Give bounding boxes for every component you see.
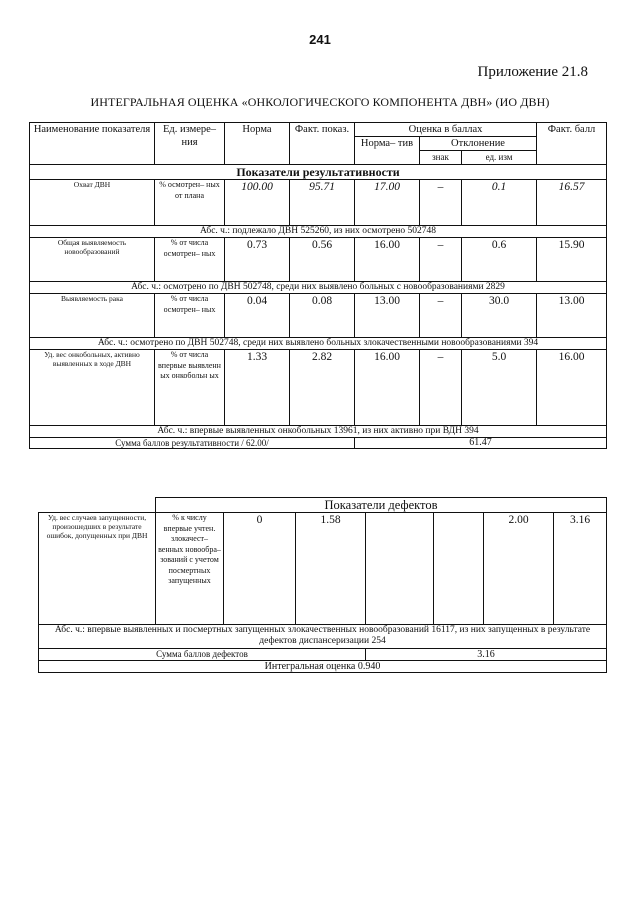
row-abs-note: Абс. ч.: осмотрено по ДВН 502748, среди них выявлено больных с новообразованиями 2829 <box>30 282 607 294</box>
defect-fact: 1.58 <box>296 513 366 625</box>
defect-score <box>366 513 434 625</box>
sum-defects-value: 3.16 <box>366 649 607 661</box>
row-ball: 13.00 <box>537 294 607 338</box>
defect-sign <box>434 513 484 625</box>
row-norm: 0.04 <box>225 294 290 338</box>
row-deviation: 0.6 <box>462 238 537 282</box>
row-sign: – <box>420 294 462 338</box>
defect-norm: 0 <box>224 513 296 625</box>
row-sign: – <box>420 238 462 282</box>
defect-name: Уд. вес случаев запущенности, произошедших в результате ошибок, допущенных при ДВН <box>39 513 156 625</box>
row-score: 17.00 <box>355 180 420 226</box>
table-row <box>30 180 607 226</box>
row-unit: % от числа впервые выявленн ых онкобольн ых <box>155 350 225 426</box>
table-row <box>30 294 607 338</box>
row-name: Выявляемость рака <box>30 294 155 338</box>
header-score-norm: Норма– тив <box>355 137 420 165</box>
header-deviation: Отклонение <box>420 137 537 151</box>
row-fact: 2.82 <box>290 350 355 426</box>
row-score: 16.00 <box>355 238 420 282</box>
section-defects-title: Показатели дефектов <box>156 498 607 513</box>
row-deviation: 30.0 <box>462 294 537 338</box>
row-score: 16.00 <box>355 350 420 426</box>
row-fact: 0.08 <box>290 294 355 338</box>
document-title: ИНТЕГРАЛЬНАЯ ОЦЕНКА «ОНКОЛОГИЧЕСКОГО КОМПОНЕНТА ДВН» (ИО ДВН) <box>90 95 550 109</box>
header-sign: знак <box>420 151 462 165</box>
appendix-label: Приложение 21.8 <box>477 64 588 80</box>
row-abs-note: Абс. ч.: осмотрено по ДВН 502748, среди них выявлено больных злокачественными новообразованиями 394 <box>30 338 607 350</box>
row-sign: – <box>420 180 462 226</box>
row-abs-note: Абс. ч.: впервые выявленных онкобольных 13961, из них активно при ВДН 394 <box>30 426 607 438</box>
row-deviation: 5.0 <box>462 350 537 426</box>
row-abs-note: Абс. ч.: подлежало ДВН 525260, из них осмотрено 502748 <box>30 226 607 238</box>
row-sign: – <box>420 350 462 426</box>
row-fact: 0.56 <box>290 238 355 282</box>
row-norm: 1.33 <box>225 350 290 426</box>
row-unit: % осмотрен– ных от плана <box>155 180 225 226</box>
defect-abs-note: Абс. ч.: впервые выявленных и посмертных запущенных злокачественных новообразований 16117, из них запущенных в результате дефектов диспансеризации 254 <box>39 625 607 649</box>
header-fact: Факт. показ. <box>290 123 355 165</box>
row-unit: % от числа осмотрен– ных <box>155 294 225 338</box>
row-ball: 15.90 <box>537 238 607 282</box>
defects-table <box>38 497 607 673</box>
header-score-group: Оценка в баллах <box>355 123 537 137</box>
row-ball: 16.57 <box>537 180 607 226</box>
defect-unit: % к числу впервые учтен. злокачест– венных новообра– зований с учетом посмертных запущенных <box>156 513 224 625</box>
row-score: 13.00 <box>355 294 420 338</box>
row-deviation: 0.1 <box>462 180 537 226</box>
results-table <box>29 122 607 449</box>
header-unit: Ед. измере– ния <box>155 123 225 165</box>
header-ed-izm: ед. изм <box>462 151 537 165</box>
header-norm: Норма <box>225 123 290 165</box>
header-name: Наименование показателя <box>30 123 155 165</box>
sum-results-value: 61.47 <box>355 438 607 449</box>
row-fact: 95.71 <box>290 180 355 226</box>
row-norm: 100.00 <box>225 180 290 226</box>
row-unit: % от числа осмотрен– ных <box>155 238 225 282</box>
defect-ball: 3.16 <box>554 513 607 625</box>
sum-results-label: Сумма баллов результативности / 62.00/ <box>30 438 355 449</box>
row-name: Общая выявляемость новообразований <box>30 238 155 282</box>
row-norm: 0.73 <box>225 238 290 282</box>
defect-deviation: 2.00 <box>484 513 554 625</box>
row-name: Уд. вес онкобольных, активно выявленных в ходе ДВН <box>30 350 155 426</box>
section-results-title: Показатели результативности <box>30 165 607 180</box>
row-ball: 16.00 <box>537 350 607 426</box>
row-name: Охват ДВН <box>30 180 155 226</box>
table-row <box>30 238 607 282</box>
integral-score: Интегральная оценка 0.940 <box>39 661 607 673</box>
header-fact-ball: Факт. балл <box>537 123 607 165</box>
table-row <box>39 513 607 625</box>
table-row <box>30 350 607 426</box>
page-number: 241 <box>309 32 331 47</box>
sum-defects-label: Сумма баллов дефектов <box>39 649 366 661</box>
